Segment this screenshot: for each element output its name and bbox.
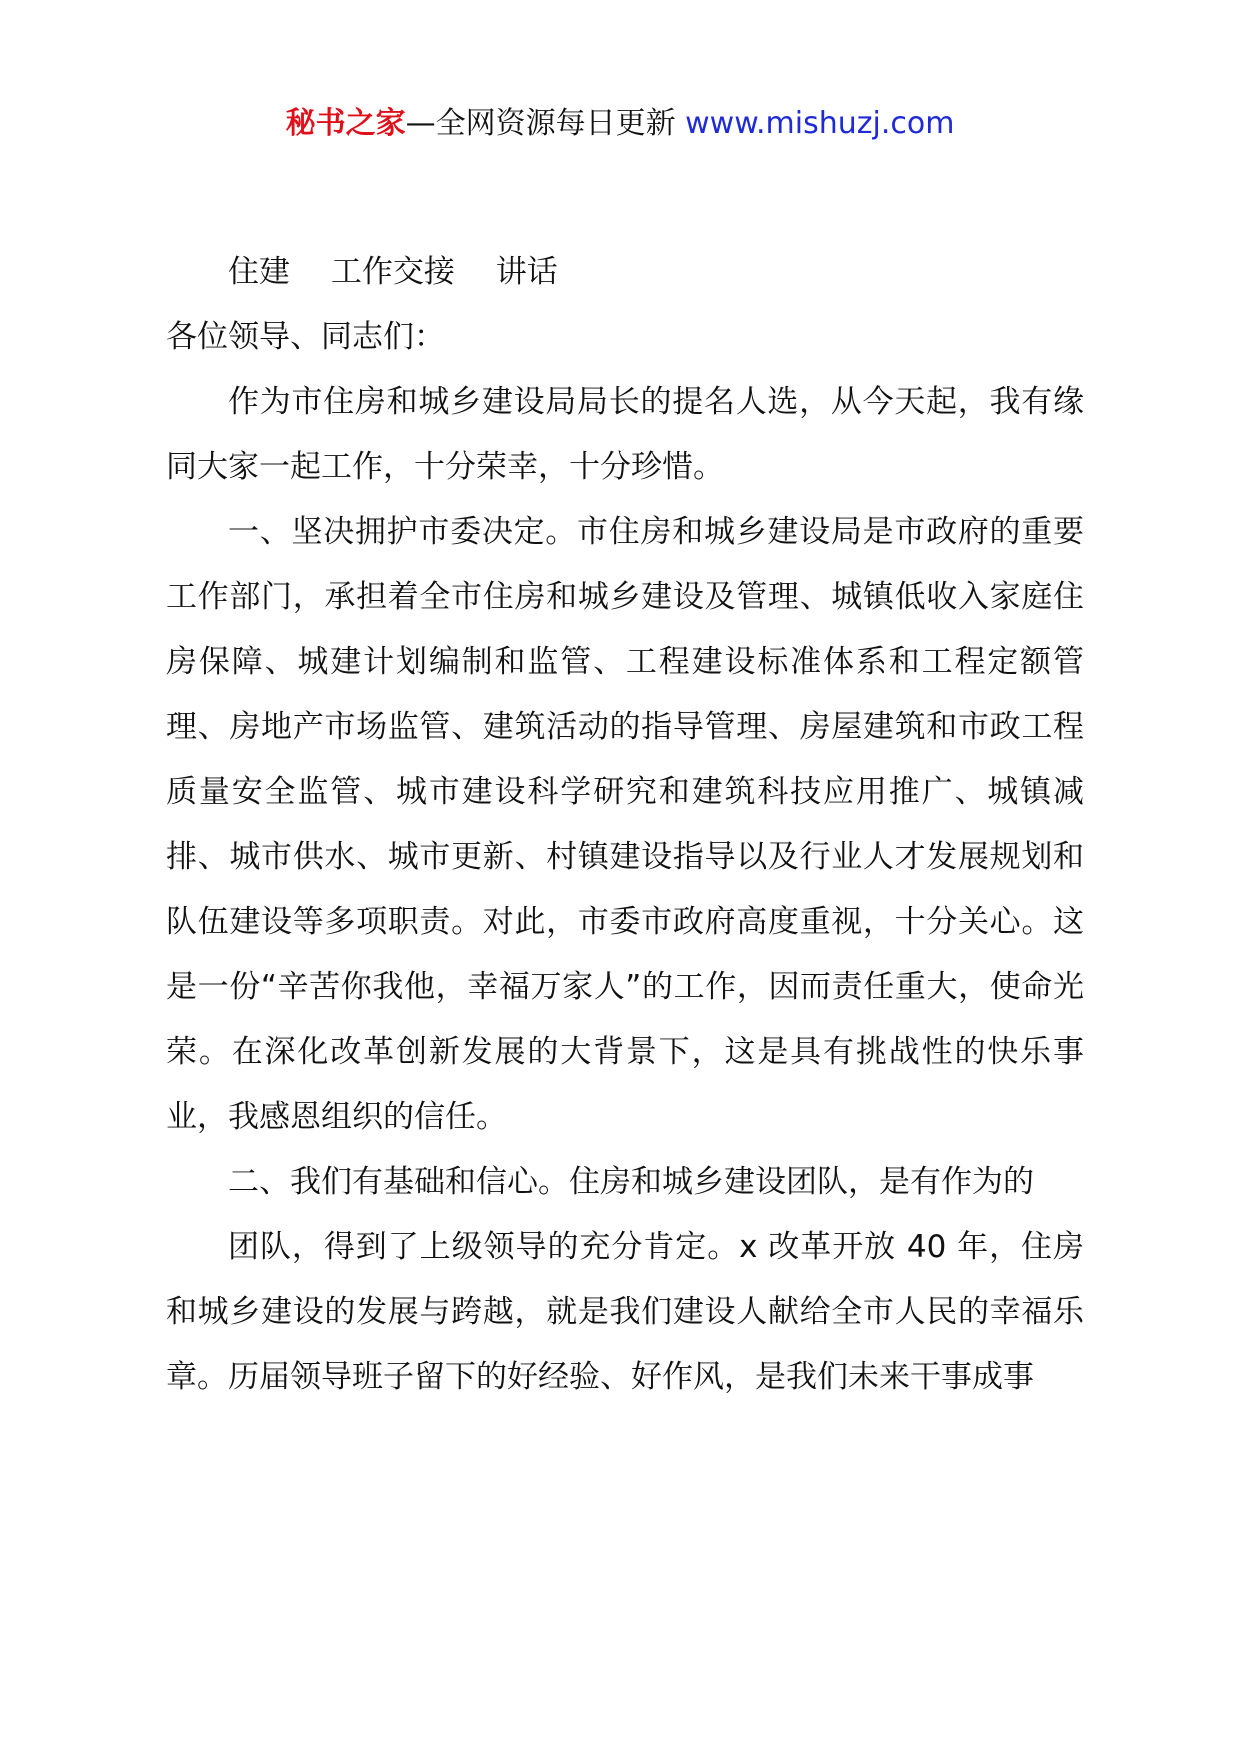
paragraph-intro: 作为市住房和城乡建设局局长的提名人选，从今天起，我有缘同大家一起工作，十分荣幸，十分珍惜。	[166, 384, 1084, 485]
brand-name: 秘书之家	[285, 106, 406, 141]
document-body	[166, 240, 1084, 1410]
paragraph-continuation: 团队，得到了上级领导的充分肯定。x 改革开放 40 年，住房和城乡建设的发展与跨越，就是我们建设人献给全市人民的幸福乐章。历届领导班子留下的好经验、好作风，是我们未来干事成事	[166, 1229, 1084, 1395]
paragraph-section-one: 一、坚决拥护市委决定。市住房和城乡建设局是市政府的重要工作部门，承担着全市住房和城乡建设及管理、城镇低收入家庭住房保障、城建计划编制和监管、工程建设标准体系和工程定额管理、房地产市场监管、建筑活动的指导管理、房屋建筑和市政工程质量安全监管、城市建设科学研究和建筑科技应用推广、城镇减排、城市供水、城市更新、村镇建设指导以及行业人才发展规划和队伍建设等多项职责。对此，市委市政府高度重视，十分关心。这是一份“辛苦你我他，幸福万家人”的工作，因而责任重大，使命光荣。在深化改革创新发展的大背景下，这是具有挑战性的快乐事业，我感恩组织的信任。	[166, 514, 1084, 1135]
document-title: 住建 工作交接 讲话	[228, 254, 558, 290]
salutation: 各位领导、同志们：	[166, 319, 445, 355]
site-header	[0, 100, 1240, 148]
header-tagline: —全网资源每日更新	[405, 106, 686, 141]
site-url-link[interactable]: www.mishuzj.com	[685, 106, 955, 141]
paragraph-section-two: 二、我们有基础和信心。住房和城乡建设团队，是有作为的	[228, 1164, 1034, 1200]
